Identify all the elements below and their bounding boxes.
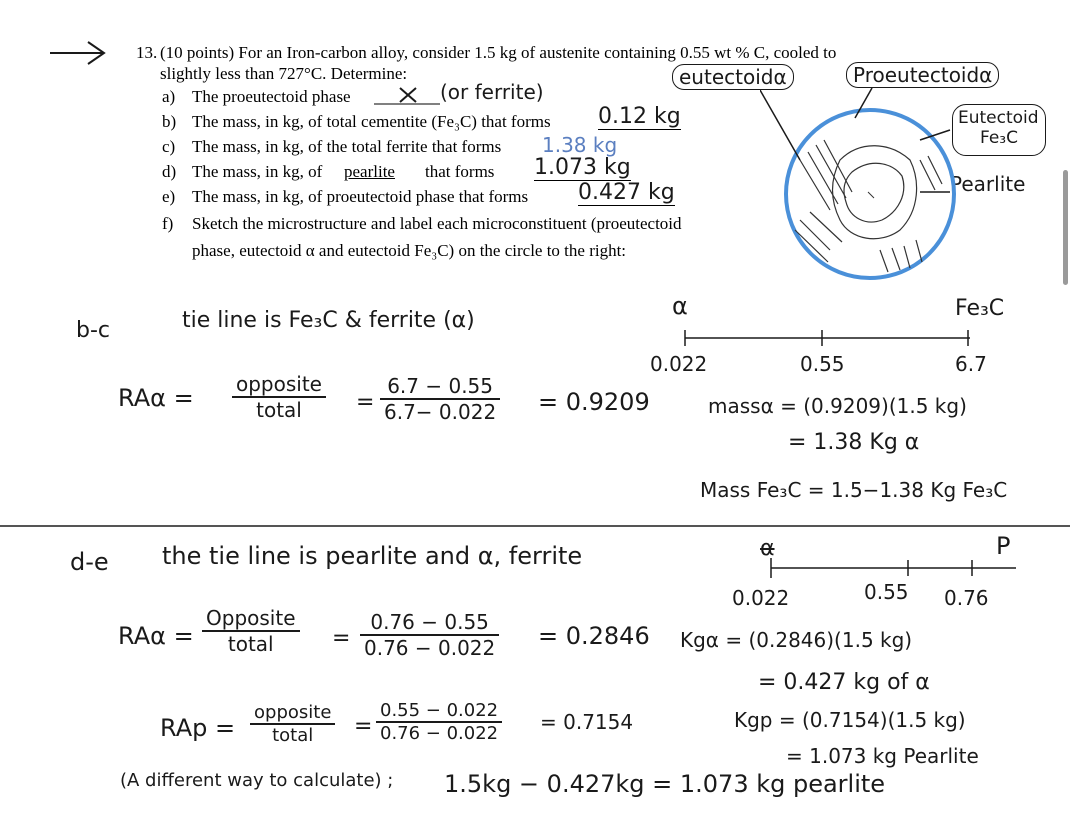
item-b-letter: b) bbox=[162, 112, 177, 131]
de-alt-note: (A different way to calculate) ; bbox=[120, 770, 394, 791]
label-eutectoid-fe3c-1: Eutectoid bbox=[958, 108, 1039, 128]
de-frac1-den: total bbox=[227, 632, 274, 656]
bc-frac2-num: 6.7 − 0.55 bbox=[380, 374, 500, 400]
de-frac3-num: opposite bbox=[250, 702, 335, 725]
item-c-text: The mass, in kg, of the total ferrite that forms bbox=[192, 137, 502, 156]
item-f-letter: f) bbox=[162, 214, 174, 233]
de-ra-p-label: RAp = bbox=[160, 714, 236, 742]
de-alt-calc: 1.5kg − 0.427kg = 1.073 kg pearlite bbox=[444, 770, 886, 798]
problem-header: (10 points) For an Iron-carbon alloy, consider 1.5 kg of austenite containing 0.55 wt % C, cooled to bbox=[160, 43, 837, 62]
problem-header-2: slightly less than 727°C. Determine: bbox=[160, 64, 408, 83]
item-d-link: pearlite bbox=[344, 162, 395, 181]
bc-axis-left: α bbox=[672, 292, 688, 320]
bc-frac1-den: total bbox=[256, 398, 302, 422]
de-axis-right: P bbox=[996, 532, 1011, 560]
de-frac1-num: Opposite bbox=[202, 606, 300, 632]
item-f-text-2: phase, eutectoid α and eutectoid Fe₃C) on the circle to the right: bbox=[192, 241, 627, 260]
bc-label: b-c bbox=[76, 318, 110, 343]
bc-tie-line-axis bbox=[680, 326, 980, 350]
de-frac-opposite-total bbox=[202, 606, 300, 656]
de-label: d-e bbox=[70, 548, 109, 576]
de-kg-p-1: Kgp = (0.7154)(1.5 kg) bbox=[734, 708, 966, 732]
de-tie-line: the tie line is pearlite and α, ferrite bbox=[162, 542, 583, 570]
bc-frac-values bbox=[380, 374, 500, 424]
bc-mass-line-2: = 1.38 Kg α bbox=[788, 430, 920, 455]
de-kg-alpha-1: Kgα = (0.2846)(1.5 kg) bbox=[680, 628, 913, 652]
de-frac-values-2 bbox=[376, 700, 502, 744]
de-frac-opposite-total-2 bbox=[250, 702, 335, 746]
bc-equals: = bbox=[356, 390, 375, 415]
bc-mass-line-1: massα = (0.9209)(1.5 kg) bbox=[708, 394, 967, 418]
de-kg-alpha-2: = 0.427 kg of α bbox=[758, 670, 930, 695]
problem-number: 13. bbox=[136, 43, 158, 62]
item-e-answer: 0.427 kg bbox=[578, 180, 675, 205]
bc-ra-label: RAα = bbox=[118, 384, 194, 412]
bc-tie-line: tie line is Fe₃C & ferrite (α) bbox=[182, 308, 475, 333]
pointer-arrow-icon bbox=[48, 38, 108, 68]
label-eutectoid-alpha: eutectoidα bbox=[672, 64, 794, 90]
de-ra-alpha-label: RAα = bbox=[118, 622, 194, 650]
label-arrows bbox=[760, 80, 960, 210]
item-d-letter: d) bbox=[162, 162, 177, 181]
item-d-answer: 1.073 kg bbox=[534, 155, 631, 180]
bc-tick-2: 0.55 bbox=[800, 352, 845, 376]
de-equals-2: = bbox=[354, 714, 373, 739]
item-c-letter: c) bbox=[162, 137, 176, 156]
de-frac4-den: 0.76 − 0.022 bbox=[380, 723, 499, 744]
bc-frac2-den: 6.7− 0.022 bbox=[384, 400, 497, 424]
de-tick-3: 0.76 bbox=[944, 586, 989, 610]
de-tick-1: 0.022 bbox=[732, 586, 790, 610]
de-tick-2: 0.55 bbox=[864, 580, 909, 604]
item-a-text: The proeutectoid phase bbox=[192, 87, 351, 106]
item-e-letter: e) bbox=[162, 187, 176, 206]
scrollbar-thumb[interactable] bbox=[1063, 170, 1068, 285]
bc-tick-1: 0.022 bbox=[650, 352, 708, 376]
de-tie-line-axis bbox=[766, 556, 1026, 580]
de-frac4-num: 0.55 − 0.022 bbox=[376, 700, 502, 723]
item-e-text: The mass, in kg, of proeutectoid phase that forms bbox=[192, 187, 529, 206]
bc-frac1-num: opposite bbox=[232, 372, 326, 398]
item-a-answer: (or ferrite) bbox=[440, 80, 544, 104]
bc-tick-3: 6.7 bbox=[955, 352, 987, 376]
de-frac2-num: 0.76 − 0.55 bbox=[360, 610, 499, 636]
label-proeutectoid-alpha: Proeutectoidα bbox=[846, 62, 999, 88]
item-b-text: The mass, in kg, of total cementite (Fe₃C) that forms bbox=[192, 112, 551, 131]
item-b-answer: 0.12 kg bbox=[598, 104, 681, 129]
item-f-text: Sketch the microstructure and label each microconstituent (proeutectoid bbox=[192, 214, 682, 233]
item-d-text-pre: The mass, in kg, of bbox=[192, 162, 323, 181]
de-equals-1: = bbox=[332, 626, 351, 651]
bc-axis-right: Fe₃C bbox=[955, 296, 1005, 321]
de-frac2-den: 0.76 − 0.022 bbox=[364, 636, 496, 660]
de-result-alpha: = 0.2846 bbox=[538, 622, 650, 650]
alpha-crossed-icon bbox=[372, 82, 442, 108]
bc-frac-opposite-total bbox=[232, 372, 326, 422]
de-frac-values bbox=[360, 610, 499, 660]
bc-mass-line-3: Mass Fe₃C = 1.5−1.38 Kg Fe₃C bbox=[700, 478, 1008, 502]
bc-result: = 0.9209 bbox=[538, 388, 650, 416]
de-frac3-den: total bbox=[272, 725, 314, 746]
de-kg-p-2: = 1.073 kg Pearlite bbox=[786, 744, 979, 768]
item-c-answer: 1.38 kg bbox=[542, 133, 618, 157]
label-pearlite: Pearlite bbox=[950, 172, 1026, 196]
section-divider bbox=[0, 525, 1070, 527]
de-axis-left: α bbox=[760, 536, 775, 561]
item-a-letter: a) bbox=[162, 87, 176, 106]
de-result-p: = 0.7154 bbox=[540, 710, 634, 734]
item-d-text-post: that forms bbox=[425, 162, 495, 181]
label-eutectoid-fe3c-2: Fe₃C bbox=[980, 128, 1018, 148]
